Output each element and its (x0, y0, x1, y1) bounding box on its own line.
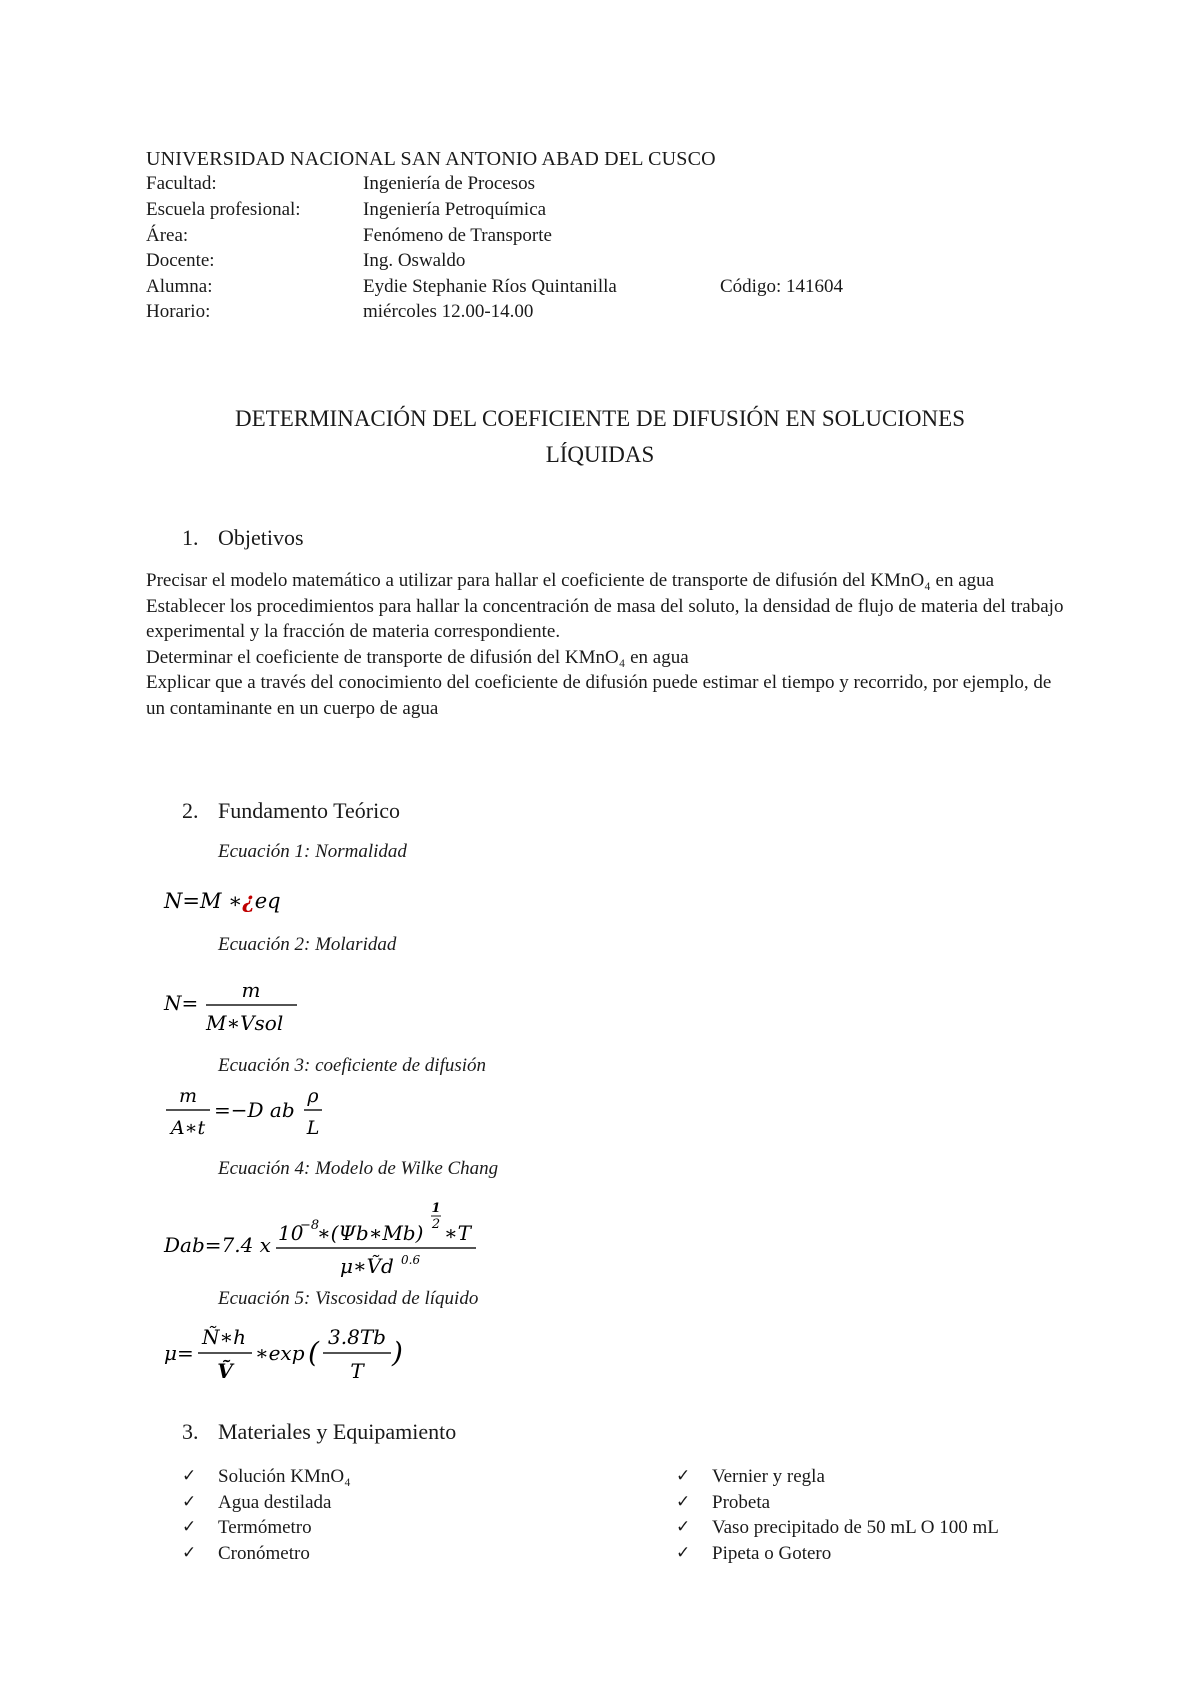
eq1-lhs: N=M ∗ (164, 889, 243, 913)
list-item (182, 1541, 351, 1567)
material-label: Cronómetro (218, 1542, 310, 1564)
checkmark-icon: ✓ (676, 1466, 691, 1486)
equation-4-wilke-chang (160, 1196, 500, 1280)
university-name: UNIVERSIDAD NACIONAL SAN ANTONIO ABAD DEL CUSCO (146, 148, 716, 170)
checkmark-icon: ✓ (182, 1491, 197, 1512)
eq4-num-exp: −8 (300, 1218, 320, 1233)
eq3-mid: =−D ab (214, 1098, 295, 1122)
checkmark-icon: ✓ (182, 1542, 197, 1563)
header-value: Eydie Stephanie Ríos Quintanilla (363, 276, 617, 297)
eq4-lhs: Dab=7.4 x (164, 1233, 271, 1257)
equation-label-2: Ecuación 2: Molaridad (218, 934, 397, 955)
list-item (676, 1515, 999, 1541)
eq4-pow-den: 2 (431, 1217, 441, 1232)
eq1-glyph: ¿ (242, 888, 255, 913)
equation-label-5: Ecuación 5: Viscosidad de líquido (218, 1288, 479, 1309)
eq5-close-paren: ) (392, 1336, 403, 1369)
eq5-pnum: 3.8Tb (328, 1325, 386, 1349)
equation-2-molaridad (160, 975, 360, 1037)
section-title: Materiales y Equipamiento (218, 1419, 457, 1444)
checkmark-icon: ✓ (676, 1542, 691, 1563)
eq2-den: M∗Vsol (206, 1011, 284, 1035)
equation-1-normalidad (160, 880, 360, 920)
eq2-num: m (241, 978, 261, 1002)
equation-label-3: Ecuación 3: coeficiente de difusión (218, 1055, 487, 1076)
title-line-1: DETERMINACIÓN DEL COEFICIENTE DE DIFUSIÓN EN SOLUCIONES (235, 406, 965, 431)
header-value: miércoles 12.00-14.00 (363, 301, 534, 322)
eq5-open-paren: ( (308, 1336, 319, 1369)
section-number: 2. (182, 798, 199, 823)
eq4-num-a: 10 (278, 1221, 304, 1245)
materials-list-left (182, 1464, 351, 1566)
eq5-mid: ∗exp (255, 1341, 305, 1365)
section-number: 3. (182, 1419, 199, 1444)
objetivo-paragraph: Explicar que a través del conocimiento del coeficiente de difusión puede estimar el tiempo y recorrido, por ejemplo, de un contaminante en un cuerpo de agua (146, 672, 1052, 719)
title-line-2: LÍQUIDAS (545, 442, 655, 467)
checkmark-icon: ✓ (676, 1517, 691, 1537)
material-label: Termómetro (218, 1517, 312, 1538)
eq2-lhs: N= (164, 991, 199, 1015)
material-label: Agua destilada (218, 1491, 332, 1513)
checkmark-icon: ✓ (182, 1517, 197, 1537)
header-value: Fenómeno de Transporte (363, 225, 552, 246)
eq3-num: m (178, 1085, 198, 1107)
checkmark-icon: ✓ (676, 1491, 691, 1512)
equation-3-coef-difusion (160, 1082, 380, 1142)
section-title: Objetivos (218, 525, 304, 550)
list-item (182, 1490, 351, 1516)
list-item (676, 1490, 999, 1516)
objetivo-paragraph: Precisar el modelo matemático a utilizar para hallar el coeficiente de transporte de difusión del KMnO₄ en agua (146, 570, 995, 591)
checkmark-icon: ✓ (182, 1466, 197, 1486)
eq4-num-c: ∗T (444, 1221, 471, 1245)
header-label: Horario: (146, 301, 211, 322)
eq3-den2: L (306, 1117, 320, 1139)
eq4-den-exp: 0.6 (401, 1253, 421, 1267)
list-item (676, 1464, 999, 1490)
material-label: Vernier y regla (712, 1466, 825, 1487)
material-label: Pipeta o Gotero (712, 1542, 832, 1564)
equation-label-4: Ecuación 4: Modelo de Wilke Chang (218, 1158, 499, 1179)
eq5-den: Ṽ (217, 1359, 233, 1383)
list-item (182, 1464, 351, 1490)
header-label: Área: (146, 225, 189, 246)
list-item (182, 1515, 351, 1541)
header-label: Facultad: (146, 173, 217, 194)
header-value: Ingeniería de Procesos (363, 173, 535, 194)
eq5-num: Ñ∗h (202, 1325, 246, 1349)
document-title (0, 401, 1200, 473)
eq4-pow-num: 1 (431, 1201, 441, 1216)
material-label: Vaso precipitado de 50 mL O 100 mL (712, 1517, 999, 1538)
eq4-den: μ∗Ṽd (340, 1254, 394, 1278)
svg-text:N=M ∗¿eq (163, 888, 281, 913)
header-value: Ing. Oswaldo (363, 250, 466, 271)
student-code: Código: 141604 (720, 276, 843, 297)
eq3-num2: ρ (307, 1085, 319, 1107)
header-label: Alumna: (146, 276, 213, 297)
materials-list-right (676, 1464, 999, 1566)
header-value: Ingeniería Petroquímica (363, 199, 547, 220)
eq5-pden: T (350, 1359, 364, 1383)
header-label: Docente: (146, 250, 215, 271)
objetivo-paragraph: Establecer los procedimientos para hallar la concentración de masa del soluto, la densidad de flujo de materia del trabajo experimental y la fracción de materia correspondiente. (146, 595, 1064, 642)
equation-5-viscosidad (160, 1318, 440, 1388)
objetivo-paragraph: Determinar el coeficiente de transporte de difusión del KMnO₄ en agua (146, 646, 689, 668)
eq4-num-b: ∗(Ψb∗Mb) (317, 1221, 424, 1245)
section-number: 1. (182, 525, 199, 550)
objetivos-body (146, 568, 1066, 721)
list-item (676, 1541, 999, 1567)
section-title: Fundamento Teórico (218, 798, 400, 823)
material-label: Solución KMnO₄ (218, 1466, 351, 1487)
eq1-rhs: eq (254, 889, 281, 913)
equation-label-1: Ecuación 1: Normalidad (218, 841, 407, 862)
header-label: Escuela profesional: (146, 199, 301, 220)
eq3-den: A∗t (170, 1117, 206, 1139)
material-label: Probeta (712, 1491, 771, 1513)
eq5-lhs: μ= (164, 1341, 194, 1365)
